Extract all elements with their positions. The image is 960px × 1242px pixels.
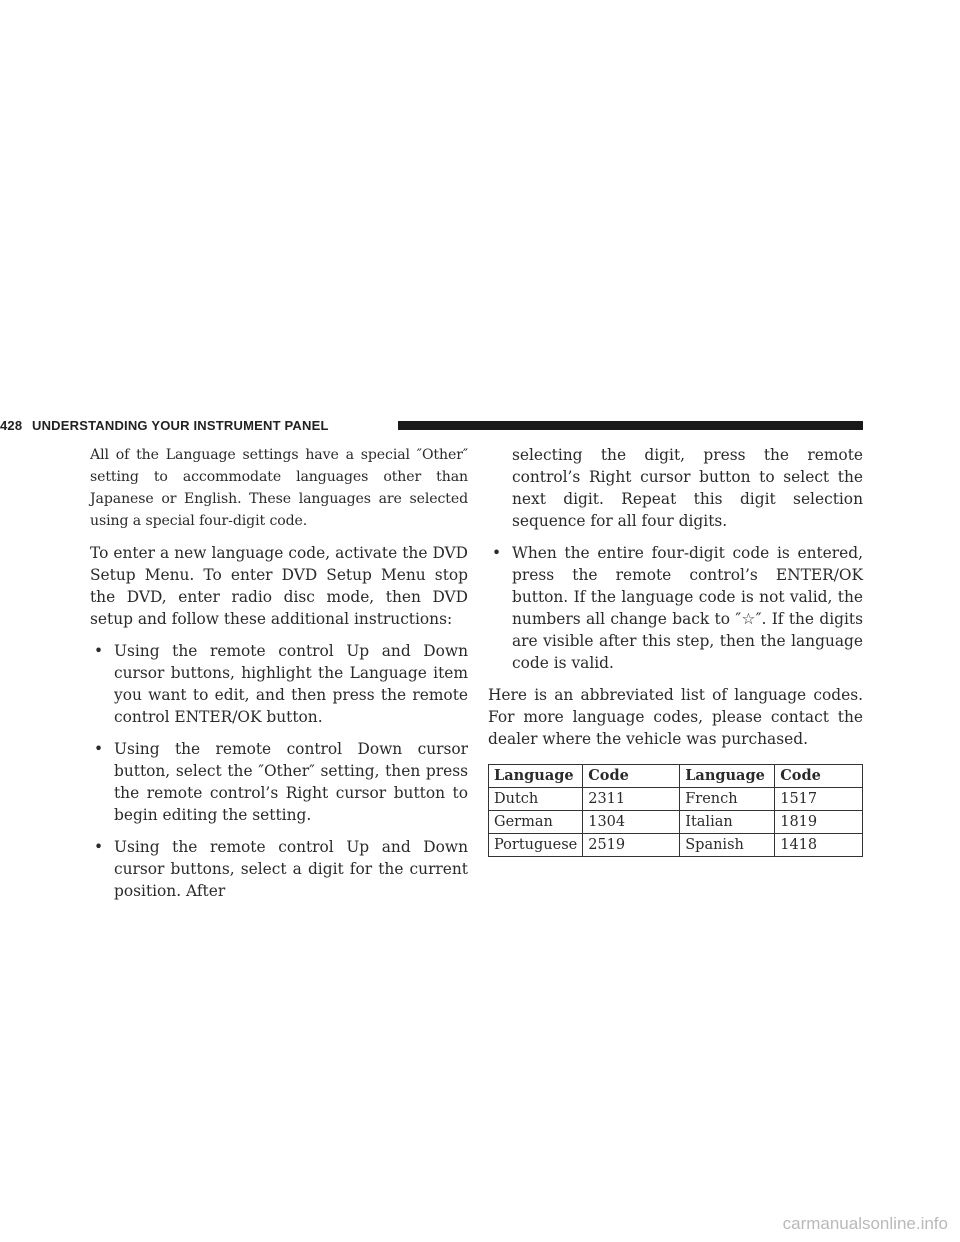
left-column [90,444,468,912]
bullet-item [90,738,468,826]
table-cell: Portuguese [489,834,583,857]
column-header: Code [583,765,680,788]
bullet-text: Using the remote control Up and Down cursor buttons, highlight the Language item you want to edit, and then press the remote control ENTER/OK button. [114,642,468,726]
bullet-dot: • [492,544,502,562]
table-cell: Dutch [489,788,583,811]
section-title: UNDERSTANDING YOUR INSTRUMENT PANEL [32,418,329,433]
column-header: Language [680,765,775,788]
table-row [489,811,863,834]
language-code-table [488,764,863,857]
table-cell: 2311 [583,788,680,811]
list-intro-paragraph: Here is an abbreviated list of language codes. For more language codes, please contact the dealer where the vehicle was purchased. [488,686,863,748]
page-number: 428 [0,418,23,433]
intro-paragraph: All of the Language settings have a special ″Other″ setting to accommodate languages other than Japanese or English. These languages are selected using a special four-digit code. [90,447,468,529]
column-header: Language [489,765,583,788]
bullet-continuation: selecting the digit, press the remote control’s Right cursor button to select the next digit. Repeat this digit selection sequence for all four digits. [512,446,863,530]
bullet-text: Using the remote control Up and Down cursor buttons, select a digit for the current position. After [114,838,468,900]
bullet-dot: • [94,642,104,660]
column-header: Code [775,765,863,788]
instructions-paragraph: To enter a new language code, activate the DVD Setup Menu. To enter DVD Setup Menu stop the DVD, enter radio disc mode, then DVD setup and follow these additional instructions: [90,544,468,628]
bullet-text: Using the remote control Down cursor button, select the ″Other″ setting, then press the remote control’s Right cursor button to begin editing the setting. [114,740,468,824]
table-cell: Italian [680,811,775,834]
page-header [0,418,866,434]
table-row [489,834,863,857]
table-header-row [489,765,863,788]
bullet-item [90,836,468,902]
table-cell: 1517 [775,788,863,811]
table-cell: Spanish [680,834,775,857]
table-cell: 1418 [775,834,863,857]
bullet-text: When the entire four-digit code is entered, press the remote control’s ENTER/OK button. If the language code is not valid, the numbers all change back to ″☆″. If the digits are visible after this step, then the language code is valid. [512,544,863,672]
right-column [488,444,863,857]
table-cell: 2519 [583,834,680,857]
bullet-dot: • [94,740,104,758]
table-cell: 1819 [775,811,863,834]
table-cell: 1304 [583,811,680,834]
table-row [489,788,863,811]
header-rule [398,421,863,430]
bullet-dot: • [94,838,104,856]
bullet-item [488,542,863,674]
table-cell: French [680,788,775,811]
watermark-link[interactable]: carmanualsonline.info [782,1214,948,1233]
bullet-item [90,640,468,728]
table-cell: German [489,811,583,834]
